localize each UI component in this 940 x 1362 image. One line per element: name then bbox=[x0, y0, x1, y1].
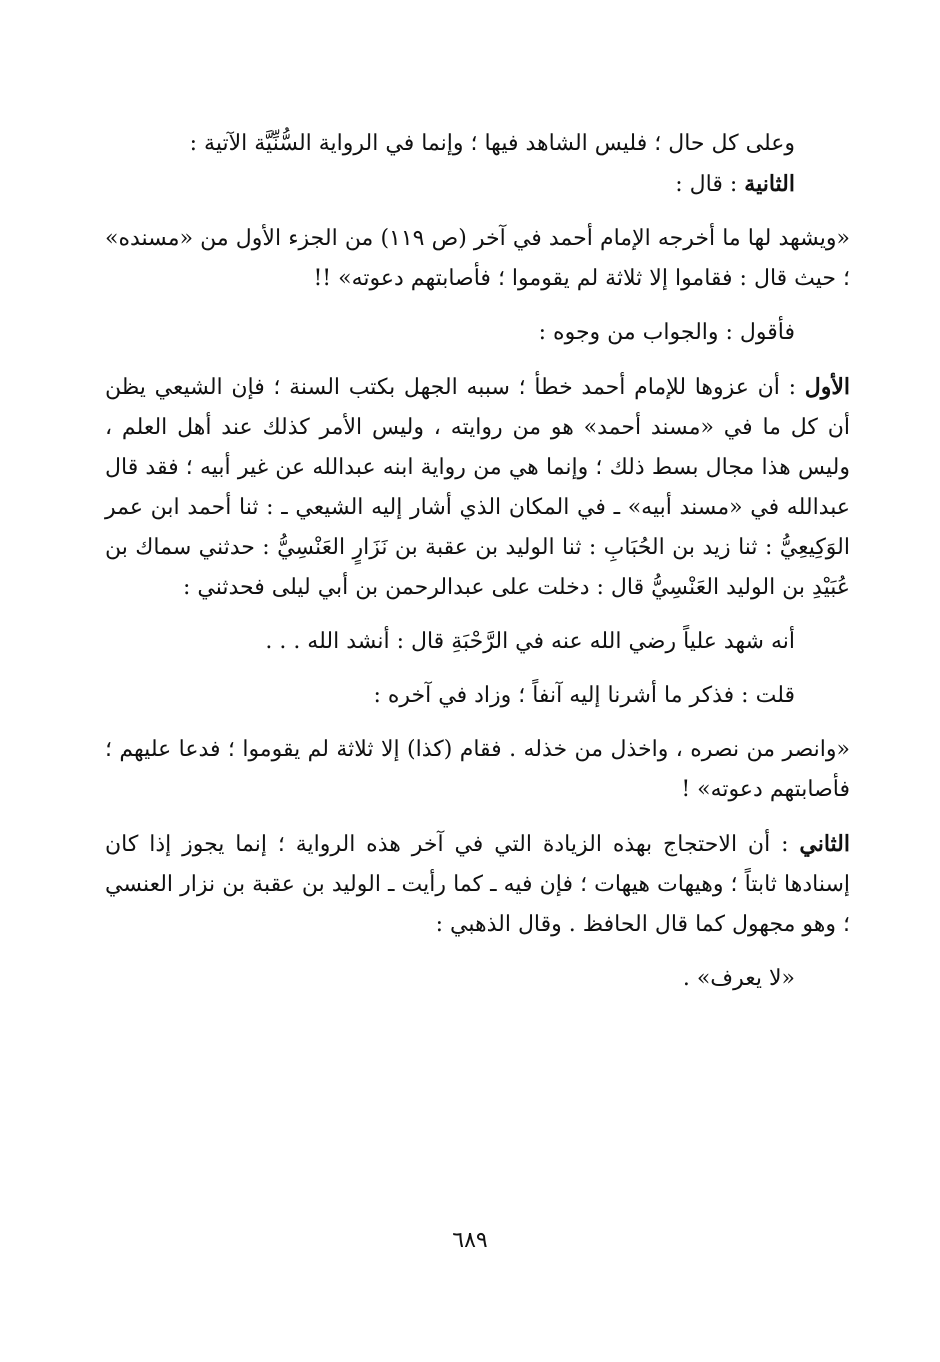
page-body bbox=[105, 124, 850, 999]
paragraph-heading: الثانية bbox=[744, 171, 795, 197]
paragraph-7: قلت : فذكر ما أشرنا إليه آنفاً ؛ وزاد في آخره : bbox=[373, 683, 795, 708]
paragraph-heading: الثاني bbox=[799, 831, 850, 857]
paragraph-1: وعلى كل حال ؛ فليس الشاهد فيها ؛ وإنما في الرواية السُّنِّيَّة الآتية : bbox=[189, 131, 795, 156]
paragraph-2: الثانية : قال : bbox=[675, 171, 795, 197]
paragraph-5: الأول : أن عزوها للإمام أحمد خطأ ؛ سببه الجهل بكتب السنة ؛ فإن الشيعي يظن أن كل ما في «مسند أحمد» هو من روايته ، وليس الأمر كذلك عند أهل العلم ، وليس هذا مجال بسط ذلك ؛ وإنما هي من رواية ابنه عبدالله عن غير أبيه ؛ فقد قال عبدالله في «مسند أبيه» ـ في المكان الذي أشار إليه الشيعي ـ : ثنا أحمد ابن عمر الوَكِيعِيُّ : ثنا زيد بن الحُبَابِ : ثنا الوليد بن عقبة بن نَزَارٍ العَنْسِيُّ : حدثني سماك بن عُبَيْدِ بن الوليد العَنْسِيُّ قال : دخلت على عبدالرحمن بن أبي ليلى فحدثني : bbox=[105, 374, 850, 600]
paragraph-10: «لا يعرف» . bbox=[682, 966, 795, 991]
paragraph-8: «وانصر من نصره ، واخذل من خذله . فقام (كذا) إلا ثلاثة لم يقوموا ؛ فدعا عليهم ؛ فأصابتهم دعوته» ! bbox=[105, 737, 850, 802]
paragraph-4: فأقول : والجواب من وجوه : bbox=[538, 320, 795, 345]
paragraph-6: أنه شهد علياً رضي الله عنه في الرَّحْبَةِ قال : أنشد الله . . . bbox=[265, 629, 795, 654]
paragraph-9: الثاني : أن الاحتجاج بهذه الزيادة التي في آخر هذه الرواية ؛ إنما يجوز إذا كان إسنادها ثابتاً ؛ وهيهات هيهات ؛ فإن فيه ـ كما رأيت ـ الوليد بن عقبة بن نزار العنسي ؛ وهو مجهول كما قال الحافظ . وقال الذهبي : bbox=[105, 831, 850, 937]
paragraph-3: «ويشهد لها ما أخرجه الإمام أحمد في آخر (ص ١١٩) من الجزء الأول من «مسنده» ؛ حيث قال : فقاموا إلا ثلاثة لم يقوموا ؛ فأصابتهم دعوته» !! bbox=[105, 226, 850, 291]
page-number: ٦٨٩ bbox=[452, 1228, 488, 1253]
paragraph-heading: الأول bbox=[804, 374, 850, 400]
